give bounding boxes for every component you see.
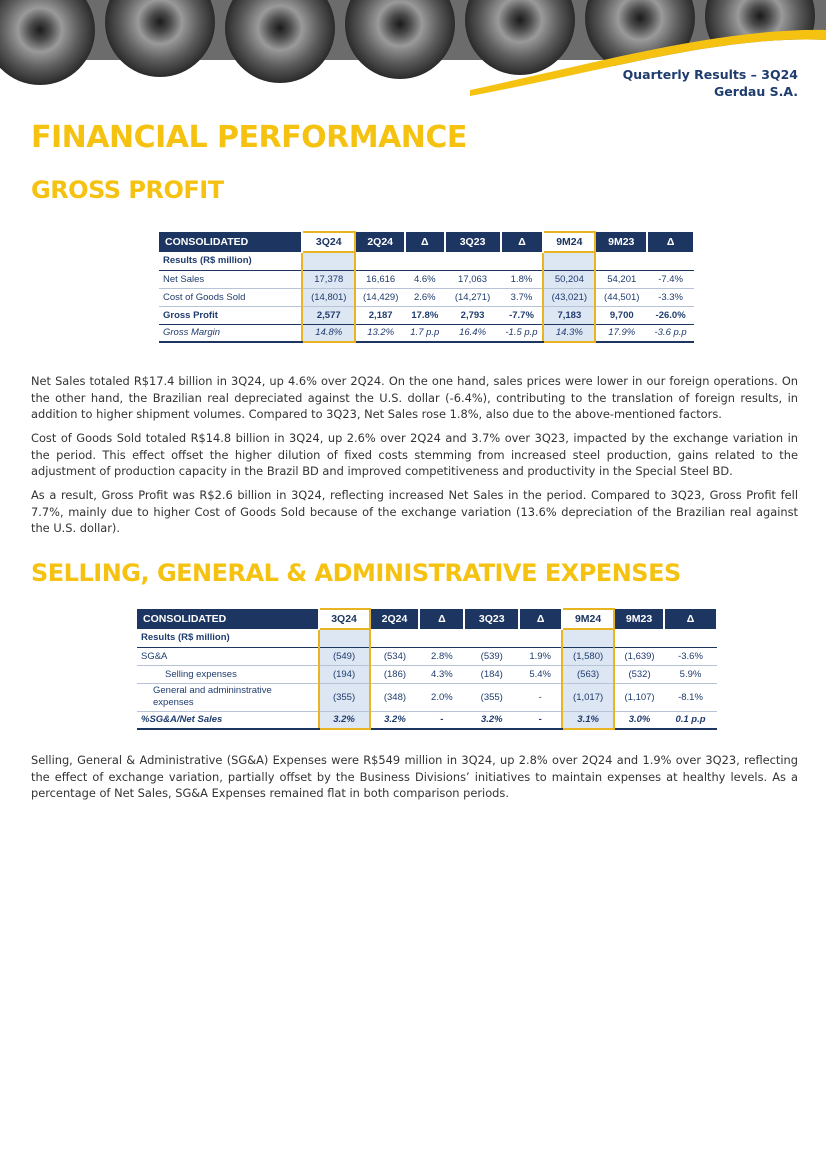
cell: (539) — [464, 647, 519, 665]
cell: 3.7% — [501, 288, 544, 306]
cell: (1,580) — [562, 647, 614, 665]
cell: 0.1 p.p — [664, 711, 717, 729]
cell: -7.7% — [501, 306, 544, 324]
row-label: SG&A — [137, 647, 319, 665]
cell: 16.4% — [445, 324, 501, 342]
table-header-row — [137, 609, 717, 629]
cell: 3.0% — [614, 711, 664, 729]
cell: (184) — [464, 665, 519, 683]
cell: 13.2% — [355, 324, 405, 342]
cell: - — [419, 711, 464, 729]
column-header: Δ — [647, 232, 694, 252]
cell: 17.8% — [405, 306, 444, 324]
cell: 1.8% — [501, 270, 544, 288]
cell: 14.3% — [543, 324, 595, 342]
column-header: 3Q24 — [319, 609, 370, 629]
table-row — [137, 683, 717, 711]
cell: 50,204 — [543, 270, 595, 288]
cell: -26.0% — [647, 306, 694, 324]
cell: 3.2% — [464, 711, 519, 729]
table-row — [159, 324, 694, 342]
cell: (194) — [319, 665, 370, 683]
cell: - — [519, 711, 562, 729]
table-row — [137, 665, 717, 683]
sga-table — [137, 608, 718, 730]
cell: 5.4% — [519, 665, 562, 683]
unit-label: Results (R$ million) — [137, 629, 319, 647]
cell: 17,063 — [445, 270, 501, 288]
cell: 2,577 — [302, 306, 355, 324]
gross-profit-table — [159, 231, 695, 343]
cell: 3.1% — [562, 711, 614, 729]
column-header: CONSOLIDATED — [159, 232, 302, 252]
cell: -7.4% — [647, 270, 694, 288]
column-header: 9M24 — [562, 609, 614, 629]
cell: (1,017) — [562, 683, 614, 711]
row-label: Gross Margin — [159, 324, 302, 342]
row-label: General and admininstrative expenses — [137, 683, 319, 711]
cell: 1.9% — [519, 647, 562, 665]
report-header — [623, 66, 798, 100]
column-header: Δ — [519, 609, 562, 629]
header-banner — [0, 0, 826, 120]
cell: 14.8% — [302, 324, 355, 342]
cell: (563) — [562, 665, 614, 683]
report-title: Quarterly Results – 3Q24 — [622, 67, 798, 82]
gross-profit-title: GROSS PROFIT — [31, 176, 224, 204]
row-label: Gross Profit — [159, 306, 302, 324]
cell: (1,639) — [614, 647, 664, 665]
cell: 3.2% — [370, 711, 420, 729]
table-header-row — [159, 232, 694, 252]
column-header: Δ — [405, 232, 444, 252]
cell: 7,183 — [543, 306, 595, 324]
cell: 17.9% — [595, 324, 647, 342]
cell: (14,271) — [445, 288, 501, 306]
cell: -1.5 p.p — [501, 324, 544, 342]
cell: 2,793 — [445, 306, 501, 324]
cell: 9,700 — [595, 306, 647, 324]
steel-coils-image — [0, 0, 826, 120]
cell: 2,187 — [355, 306, 405, 324]
row-label: %SG&A/Net Sales — [137, 711, 319, 729]
cell: 17,378 — [302, 270, 355, 288]
cell: (355) — [464, 683, 519, 711]
cell: (1,107) — [614, 683, 664, 711]
cell: (14,429) — [355, 288, 405, 306]
column-header: Δ — [419, 609, 464, 629]
cell: (549) — [319, 647, 370, 665]
column-header: Δ — [664, 609, 717, 629]
column-header: 3Q24 — [302, 232, 355, 252]
cell: (532) — [614, 665, 664, 683]
paragraph: Selling, General & Administrative (SG&A) Expenses were R$549 million in 3Q24, up 2.8% over 2Q24 and 1.9% over 3Q23, reflecting the effect of exchange variation, partially offset by the Business Divisions’ initiatives to maintain expenses at healthy levels. As a percentage of Net Sales, SG&A Expenses remained flat in both comparison periods. — [31, 753, 798, 801]
table-row — [137, 629, 717, 647]
cell: 54,201 — [595, 270, 647, 288]
cell: 2.8% — [419, 647, 464, 665]
cell: 1.7 p.p — [405, 324, 444, 342]
column-header: 9M23 — [614, 609, 664, 629]
cell: (14,801) — [302, 288, 355, 306]
table-row — [137, 711, 717, 729]
table-row — [137, 647, 717, 665]
table-row — [159, 270, 694, 288]
cell: 2.0% — [419, 683, 464, 711]
row-label: Net Sales — [159, 270, 302, 288]
cell: (534) — [370, 647, 420, 665]
cell: 5.9% — [664, 665, 717, 683]
company-name: Gerdau S.A. — [714, 84, 798, 99]
cell: -3.3% — [647, 288, 694, 306]
column-header: 2Q24 — [370, 609, 420, 629]
cell: (355) — [319, 683, 370, 711]
cell: -8.1% — [664, 683, 717, 711]
cell: 4.3% — [419, 665, 464, 683]
paragraph: Net Sales totaled R$17.4 billion in 3Q24, up 4.6% over 2Q24. On the one hand, sales prices were lower in our foreign operations. On the other hand, the Brazilian real depreciated against the U.S. dollar (-6.4%), contributing to the translation of foreign results, in addition to higher shipment volumes. Compared to 3Q23, Net Sales rose 1.8%, also due to the above-mentioned factors. — [31, 374, 798, 422]
column-header: Δ — [501, 232, 544, 252]
cell: -3.6% — [664, 647, 717, 665]
cell: (348) — [370, 683, 420, 711]
cell: -3.6 p.p — [647, 324, 694, 342]
cell: - — [519, 683, 562, 711]
row-label: Selling expenses — [137, 665, 319, 683]
column-header: 3Q23 — [464, 609, 519, 629]
table-row — [159, 288, 694, 306]
cell: 3.2% — [319, 711, 370, 729]
cell: (43,021) — [543, 288, 595, 306]
cell: 2.6% — [405, 288, 444, 306]
column-header: 2Q24 — [355, 232, 405, 252]
cell: (186) — [370, 665, 420, 683]
cell: (44,501) — [595, 288, 647, 306]
sga-title: SELLING, GENERAL & ADMINISTRATIVE EXPENSES — [31, 559, 681, 587]
column-header: 9M24 — [543, 232, 595, 252]
column-header: 3Q23 — [445, 232, 501, 252]
cell: 16,616 — [355, 270, 405, 288]
table-row — [159, 306, 694, 324]
row-label: Cost of Goods Sold — [159, 288, 302, 306]
paragraph: As a result, Gross Profit was R$2.6 billion in 3Q24, reflecting increased Net Sales in the period. Compared to 3Q23, Gross Profit fell 7.7%, mainly due to higher Cost of Goods Sold because of the exchange variation (13.6% depreciation of the Brazilian real against the U.S. dollar). — [31, 488, 798, 536]
column-header: CONSOLIDATED — [137, 609, 319, 629]
column-header: 9M23 — [595, 232, 647, 252]
unit-label: Results (R$ million) — [159, 252, 302, 270]
section-title: FINANCIAL PERFORMANCE — [31, 120, 467, 155]
table-row — [159, 252, 694, 270]
paragraph: Cost of Goods Sold totaled R$14.8 billion in 3Q24, up 2.6% over 2Q24 and 3.7% over 3Q23, impacted by the exchange variation in the period. This effect offset the higher dilution of fixed costs stemming from increased steel production, gains related to the adjustment of production capacity in the Brazil BD and improved competitiveness and productivity in the Special Steel BD. — [31, 431, 798, 479]
cell: 4.6% — [405, 270, 444, 288]
